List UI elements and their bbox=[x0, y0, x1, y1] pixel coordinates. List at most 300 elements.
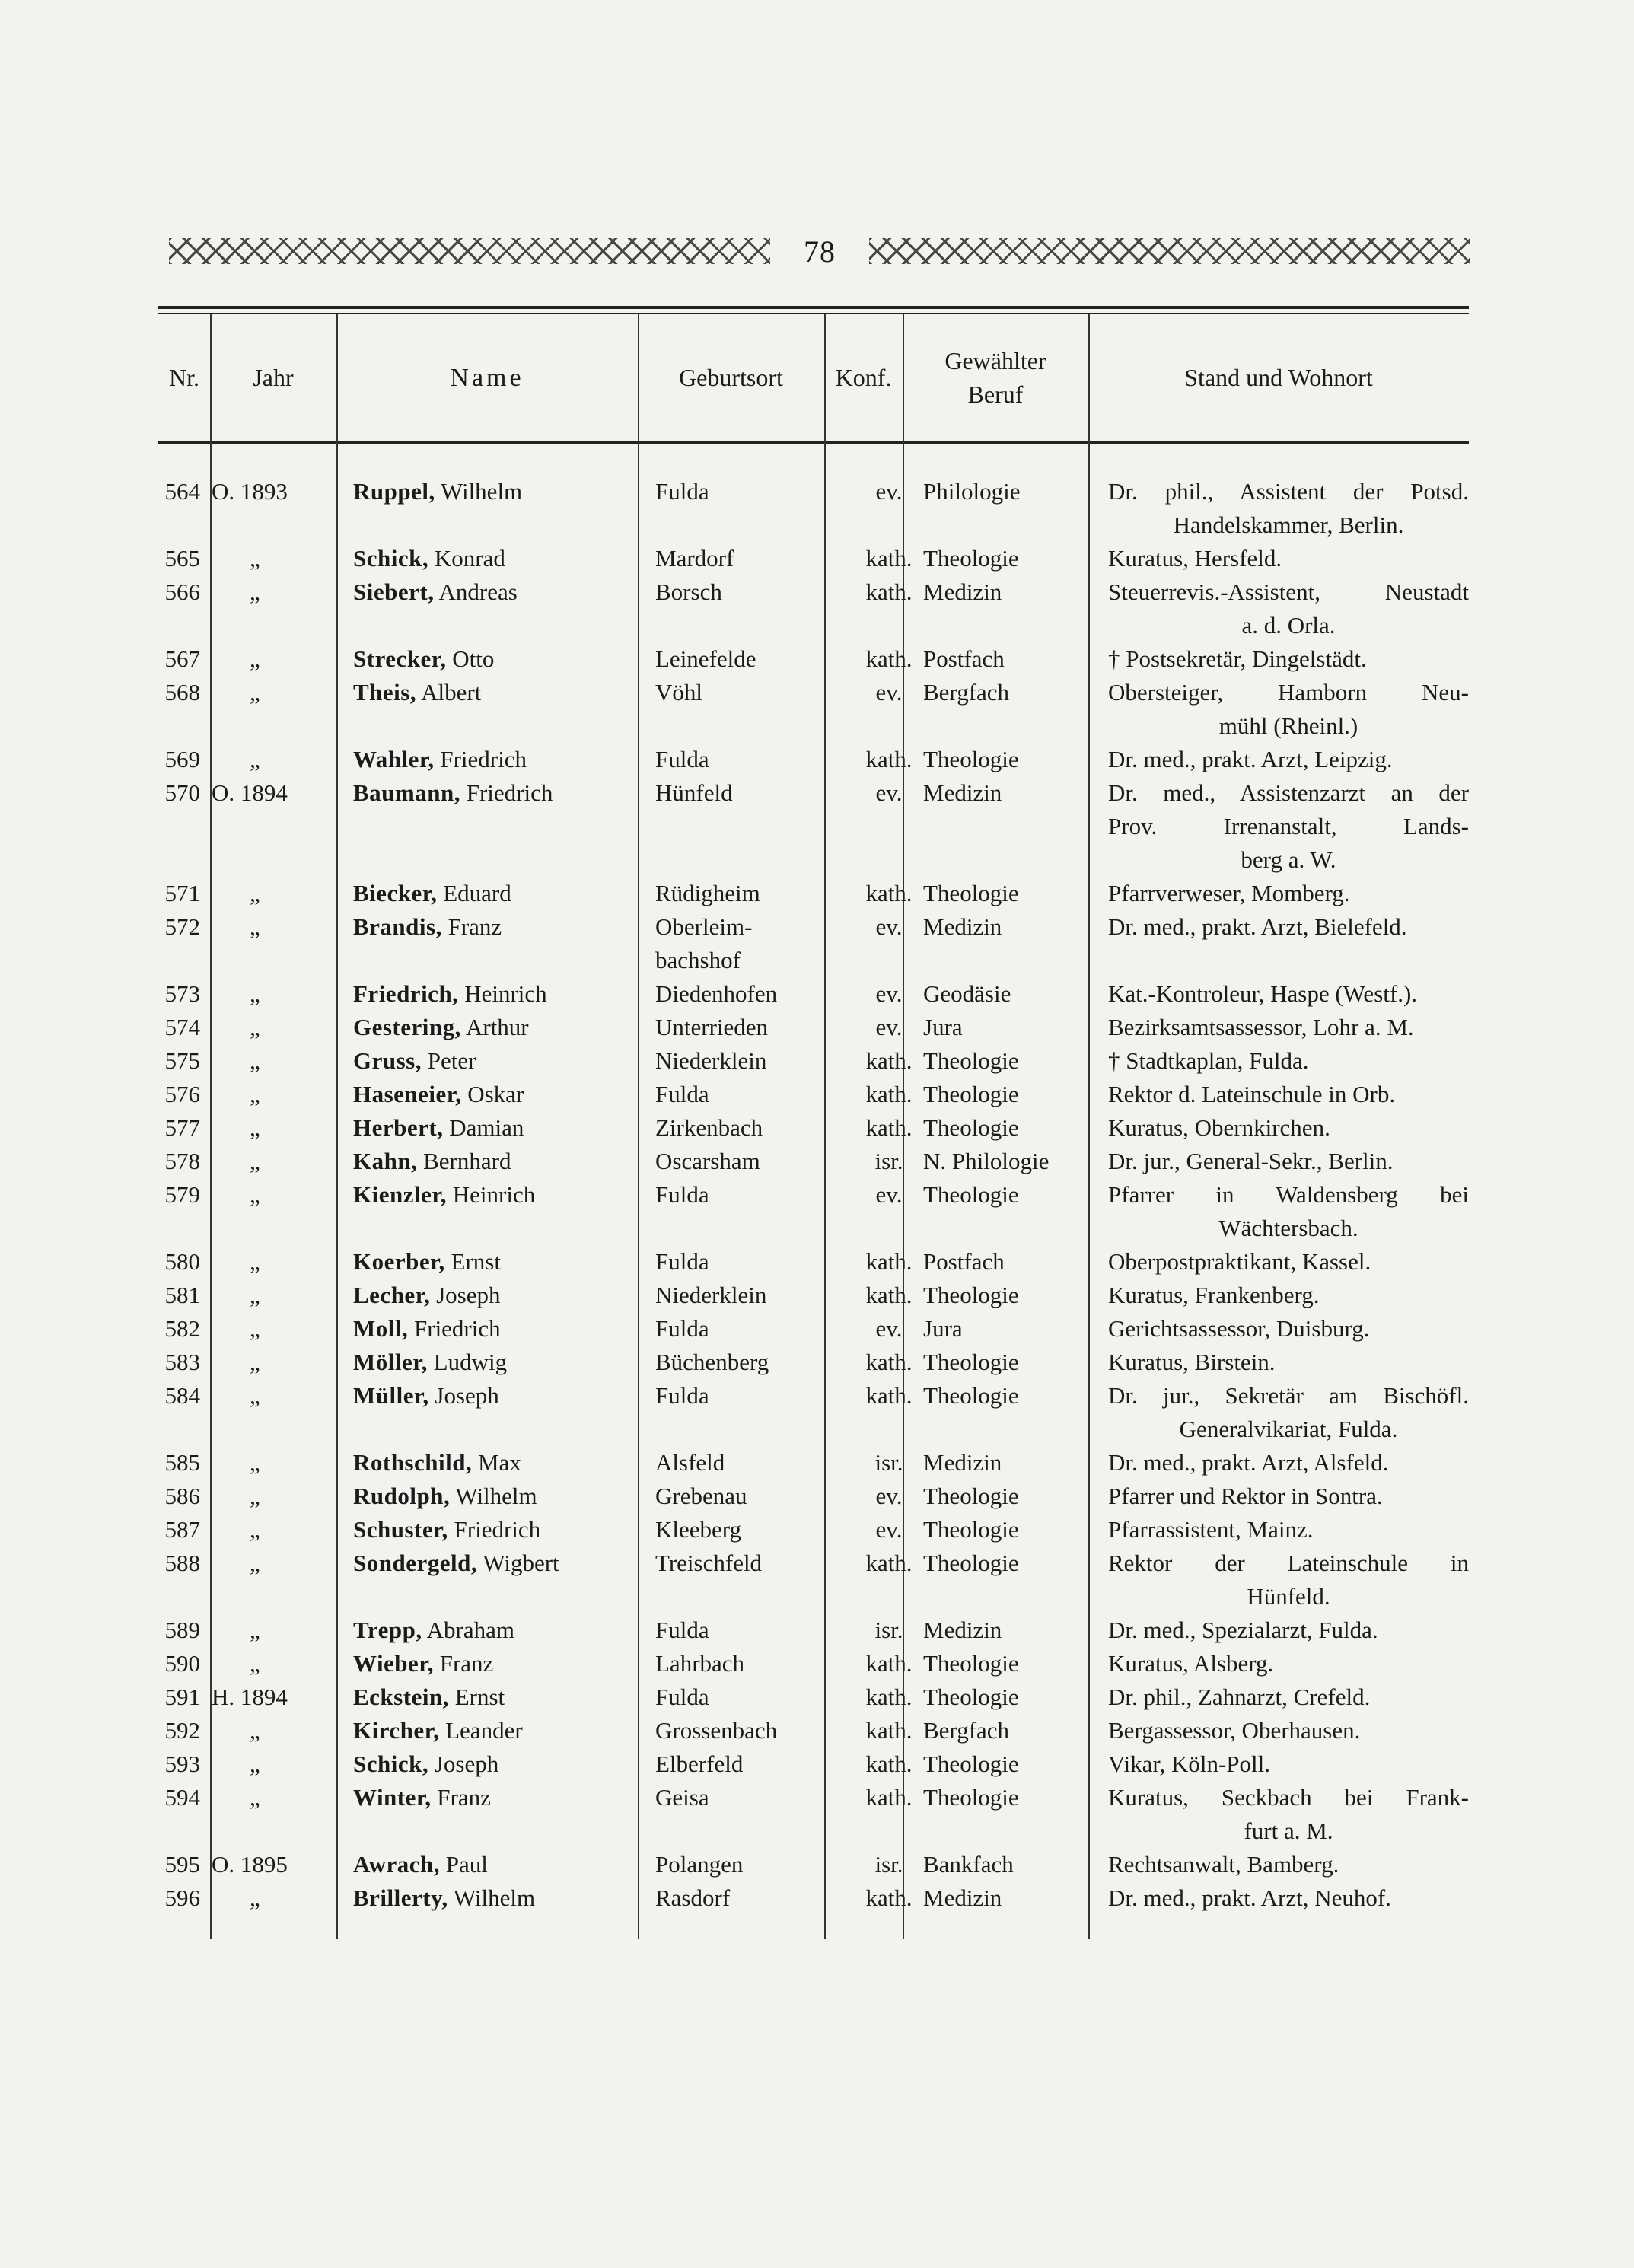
page-header bbox=[169, 228, 1470, 274]
row-surname: Moll, bbox=[353, 1315, 409, 1342]
row-jahr bbox=[212, 1848, 307, 1881]
row-jahr bbox=[212, 1279, 307, 1312]
row-jahr bbox=[212, 776, 307, 810]
col-konf-header: Konf. bbox=[835, 363, 892, 391]
table-row bbox=[158, 1480, 1469, 1513]
row-stand-line: Kuratus, Obernkirchen. bbox=[1108, 1114, 1330, 1141]
row-nr: 568 bbox=[164, 679, 200, 706]
row-stand bbox=[1108, 1346, 1469, 1379]
row-stand-line: Dr. phil., Zahnarzt, Crefeld. bbox=[1108, 1683, 1371, 1710]
table-row bbox=[158, 642, 1469, 676]
row-surname: Schuster, bbox=[353, 1516, 448, 1543]
row-jahr bbox=[212, 1178, 307, 1212]
row-stand-line: Pfarrverweser, Momberg. bbox=[1108, 880, 1350, 906]
row-stand-line: Kuratus, Alsberg. bbox=[1108, 1650, 1274, 1677]
table-row bbox=[158, 1547, 1469, 1613]
table-row bbox=[158, 776, 1469, 877]
header-bottom-rule bbox=[158, 441, 1469, 444]
row-given-name: Andreas bbox=[438, 578, 518, 605]
row-stand bbox=[1108, 642, 1469, 676]
row-stand bbox=[1108, 1881, 1469, 1915]
row-surname: Wieber, bbox=[353, 1650, 434, 1677]
row-beruf: Theologie bbox=[923, 1114, 1019, 1141]
row-surname: Winter, bbox=[353, 1784, 432, 1811]
row-geburtsort-line: Fulda bbox=[655, 746, 709, 772]
row-given-name: Joseph bbox=[436, 1282, 501, 1308]
row-nr: 567 bbox=[164, 645, 200, 672]
row-geburtsort-line: bachshof bbox=[655, 947, 741, 973]
row-surname: Schick, bbox=[353, 1750, 429, 1777]
row-stand bbox=[1108, 1747, 1469, 1781]
row-surname: Awrach, bbox=[353, 1851, 440, 1878]
table-row bbox=[158, 1446, 1469, 1480]
col-beruf-header-line2: Beruf bbox=[967, 380, 1024, 408]
row-konf: isr. bbox=[874, 1148, 903, 1174]
row-stand-line: Pfarrer und Rektor in Sontra. bbox=[1108, 1483, 1383, 1509]
row-konf: kath. bbox=[865, 1750, 913, 1777]
row-beruf: Postfach bbox=[923, 645, 1005, 672]
row-stand-line: Pfarrassistent, Mainz. bbox=[1108, 1516, 1314, 1543]
row-jahr bbox=[212, 475, 307, 508]
row-stand-line: Steuerrevis.-Assistent, Neustadt bbox=[1108, 578, 1469, 605]
row-given-name: Friedrich bbox=[454, 1516, 541, 1543]
row-stand bbox=[1108, 1647, 1469, 1680]
row-jahr-value: „ bbox=[250, 980, 260, 1007]
col-jahr-header: Jahr bbox=[253, 363, 294, 391]
row-nr: 586 bbox=[164, 1483, 200, 1509]
table-row bbox=[158, 1379, 1469, 1446]
row-beruf: Philologie bbox=[923, 478, 1021, 505]
row-konf: ev. bbox=[875, 1181, 903, 1208]
table-header bbox=[158, 314, 1469, 441]
row-jahr bbox=[212, 877, 307, 910]
row-jahr-value: „ bbox=[250, 1884, 260, 1911]
row-jahr-value: „ bbox=[250, 578, 260, 605]
row-given-name: Wigbert bbox=[483, 1550, 559, 1576]
row-jahr-value: „ bbox=[250, 913, 260, 940]
row-nr: 589 bbox=[164, 1617, 200, 1643]
row-jahr-value: „ bbox=[250, 1282, 260, 1308]
row-jahr-value: H. 1894 bbox=[212, 1683, 288, 1710]
row-konf: kath. bbox=[865, 1047, 913, 1074]
row-beruf: Theologie bbox=[923, 880, 1019, 906]
row-beruf: Theologie bbox=[923, 1047, 1019, 1074]
row-konf: ev. bbox=[875, 980, 903, 1007]
row-nr: 577 bbox=[164, 1114, 200, 1141]
row-given-name: Arthur bbox=[465, 1014, 529, 1040]
row-geburtsort-line: Mardorf bbox=[655, 545, 734, 572]
row-given-name: Eduard bbox=[443, 880, 511, 906]
row-jahr-value: „ bbox=[250, 880, 260, 906]
row-stand-line: mühl (Rheinl.) bbox=[1218, 712, 1358, 739]
row-geburtsort-line: Treischfeld bbox=[655, 1550, 763, 1576]
table-row bbox=[158, 1781, 1469, 1848]
row-jahr-value: „ bbox=[250, 1081, 260, 1107]
row-geburtsort-line: Grossenbach bbox=[655, 1717, 778, 1744]
row-stand bbox=[1108, 1714, 1469, 1747]
row-stand bbox=[1108, 1078, 1469, 1111]
col-name-header: Name bbox=[450, 363, 524, 392]
row-jahr-value: „ bbox=[250, 1449, 260, 1476]
col-beruf-header-line1: Gewählter bbox=[944, 347, 1046, 375]
row-surname: Kircher, bbox=[353, 1717, 440, 1744]
row-jahr bbox=[212, 977, 307, 1011]
table-row bbox=[158, 1312, 1469, 1346]
row-beruf: Theologie bbox=[923, 1181, 1019, 1208]
row-given-name: Heinrich bbox=[464, 980, 547, 1007]
row-geburtsort-line: Vöhl bbox=[655, 679, 702, 706]
row-stand bbox=[1108, 910, 1469, 944]
row-stand-line: † Postsekretär, Dingelstädt. bbox=[1108, 645, 1367, 672]
row-jahr bbox=[212, 1647, 307, 1680]
row-stand-line: Dr. med., Assistenzarzt an der bbox=[1108, 779, 1469, 806]
row-beruf: Theologie bbox=[923, 1784, 1019, 1811]
row-stand bbox=[1108, 1480, 1469, 1513]
table-row bbox=[158, 1279, 1469, 1312]
row-stand-line: Dr. med., prakt. Arzt, Bielefeld. bbox=[1108, 913, 1407, 940]
row-surname: Friedrich, bbox=[353, 980, 459, 1007]
row-given-name: Otto bbox=[452, 645, 495, 672]
row-geburtsort-line: Büchenberg bbox=[655, 1349, 769, 1375]
row-surname: Schick, bbox=[353, 545, 429, 572]
row-stand-line: Bergassessor, Oberhausen. bbox=[1108, 1717, 1361, 1744]
row-konf: kath. bbox=[865, 1683, 913, 1710]
table-row bbox=[158, 910, 1469, 977]
row-nr: 588 bbox=[164, 1550, 200, 1576]
row-geburtsort-line: Borsch bbox=[655, 578, 722, 605]
row-stand-line: Rektor der Lateinschule in bbox=[1108, 1550, 1469, 1576]
row-stand-line: Generalvikariat, Fulda. bbox=[1179, 1416, 1398, 1442]
row-given-name: Paul bbox=[445, 1851, 488, 1878]
row-stand bbox=[1108, 1781, 1469, 1848]
row-jahr bbox=[212, 1881, 307, 1915]
row-jahr-value: „ bbox=[250, 545, 260, 572]
row-jahr-value: O. 1894 bbox=[212, 779, 288, 806]
row-beruf: Theologie bbox=[923, 746, 1019, 772]
page-number: 78 bbox=[804, 234, 836, 269]
row-jahr bbox=[212, 1747, 307, 1781]
row-surname: Eckstein, bbox=[353, 1683, 449, 1710]
row-jahr bbox=[212, 1680, 307, 1714]
row-jahr-value: O. 1893 bbox=[212, 478, 288, 505]
row-given-name: Abraham bbox=[426, 1617, 514, 1643]
row-konf: ev. bbox=[875, 779, 903, 806]
row-given-name: Wilhelm bbox=[453, 1884, 536, 1911]
row-geburtsort-line: Niederklein bbox=[655, 1282, 767, 1308]
row-nr: 575 bbox=[164, 1047, 200, 1074]
row-stand-line: Dr. jur., General-Sekr., Berlin. bbox=[1108, 1148, 1394, 1174]
row-geburtsort-line: Kleeberg bbox=[655, 1516, 742, 1543]
table-body bbox=[158, 475, 1469, 1915]
row-jahr bbox=[212, 910, 307, 944]
row-stand bbox=[1108, 1680, 1469, 1714]
row-given-name: Ernst bbox=[451, 1248, 501, 1275]
row-stand-line: Gerichtsassessor, Duisburg. bbox=[1108, 1315, 1370, 1342]
row-surname: Kahn, bbox=[353, 1148, 418, 1174]
table-row bbox=[158, 542, 1469, 575]
row-konf: kath. bbox=[865, 1382, 913, 1409]
table-row bbox=[158, 1078, 1469, 1111]
row-given-name: Heinrich bbox=[452, 1181, 536, 1208]
row-given-name: Friedrich bbox=[440, 746, 527, 772]
row-given-name: Ludwig bbox=[433, 1349, 508, 1375]
row-geburtsort-line: Fulda bbox=[655, 1683, 709, 1710]
row-stand-line: Kuratus, Seckbach bei Frank- bbox=[1108, 1784, 1469, 1811]
row-nr: 584 bbox=[164, 1382, 200, 1409]
row-konf: isr. bbox=[874, 1449, 903, 1476]
row-surname: Rothschild, bbox=[353, 1449, 473, 1476]
row-geburtsort-line: Geisa bbox=[655, 1784, 709, 1811]
table-row bbox=[158, 1145, 1469, 1178]
row-surname: Lecher, bbox=[353, 1282, 431, 1308]
row-geburtsort-line: Unterrieden bbox=[655, 1014, 769, 1040]
table-row bbox=[158, 1647, 1469, 1680]
row-stand-line: Rechtsanwalt, Bamberg. bbox=[1108, 1851, 1339, 1878]
table-row bbox=[158, 1178, 1469, 1245]
row-geburtsort-line: Grebenau bbox=[655, 1483, 747, 1509]
row-stand bbox=[1108, 1011, 1469, 1044]
row-nr: 579 bbox=[164, 1181, 200, 1208]
row-stand bbox=[1108, 1513, 1469, 1547]
row-stand-line: Bezirksamtsassessor, Lohr a. M. bbox=[1108, 1014, 1414, 1040]
row-stand bbox=[1108, 542, 1469, 575]
row-surname: Rudolph, bbox=[353, 1483, 451, 1509]
row-beruf: Theologie bbox=[923, 1081, 1019, 1107]
table-row bbox=[158, 575, 1469, 642]
row-konf: isr. bbox=[874, 1617, 903, 1643]
row-geburtsort-line: Fulda bbox=[655, 1617, 709, 1643]
row-konf: kath. bbox=[865, 1114, 913, 1141]
row-beruf: Bergfach bbox=[923, 679, 1010, 706]
row-jahr bbox=[212, 1145, 307, 1178]
table-row bbox=[158, 1346, 1469, 1379]
row-geburtsort-line: Rasdorf bbox=[655, 1884, 731, 1911]
row-nr: 596 bbox=[164, 1884, 200, 1911]
row-jahr-value: „ bbox=[250, 1717, 260, 1744]
row-beruf: Medizin bbox=[923, 913, 1002, 940]
row-jahr bbox=[212, 1446, 307, 1480]
row-konf: ev. bbox=[875, 1014, 903, 1040]
table-row bbox=[158, 743, 1469, 776]
row-beruf: Medizin bbox=[923, 1449, 1002, 1476]
row-surname: Brandis, bbox=[353, 913, 442, 940]
row-beruf: Theologie bbox=[923, 1382, 1019, 1409]
row-stand bbox=[1108, 676, 1469, 743]
table-row bbox=[158, 1111, 1469, 1145]
row-given-name: Franz bbox=[437, 1784, 491, 1811]
row-jahr bbox=[212, 743, 307, 776]
row-stand bbox=[1108, 1245, 1469, 1279]
row-konf: kath. bbox=[865, 545, 913, 572]
row-beruf: Theologie bbox=[923, 1282, 1019, 1308]
row-surname: Sondergeld, bbox=[353, 1550, 478, 1576]
col-beruf-header bbox=[903, 314, 1088, 441]
row-nr: 587 bbox=[164, 1516, 200, 1543]
row-konf: kath. bbox=[865, 1081, 913, 1107]
row-konf: ev. bbox=[875, 1516, 903, 1543]
row-jahr bbox=[212, 1312, 307, 1346]
row-jahr bbox=[212, 1346, 307, 1379]
row-konf: ev. bbox=[875, 1483, 903, 1509]
row-konf: kath. bbox=[865, 1550, 913, 1576]
row-stand-line: berg a. W. bbox=[1241, 846, 1336, 873]
row-nr: 572 bbox=[164, 913, 200, 940]
row-geburtsort-line: Niederklein bbox=[655, 1047, 767, 1074]
table-row bbox=[158, 1044, 1469, 1078]
row-jahr-value: „ bbox=[250, 1516, 260, 1543]
row-konf: kath. bbox=[865, 1884, 913, 1911]
row-given-name: Franz bbox=[439, 1650, 494, 1677]
row-geburtsort-line: Elberfeld bbox=[655, 1750, 744, 1777]
col-geburtsort-header: Geburtsort bbox=[679, 363, 783, 391]
row-nr: 585 bbox=[164, 1449, 200, 1476]
row-beruf: Jura bbox=[923, 1315, 963, 1342]
row-konf: ev. bbox=[875, 679, 903, 706]
row-given-name: Max bbox=[477, 1449, 521, 1476]
row-nr: 591 bbox=[164, 1683, 200, 1710]
table-row bbox=[158, 1613, 1469, 1647]
row-given-name: Joseph bbox=[434, 1750, 499, 1777]
row-surname: Wahler, bbox=[353, 746, 435, 772]
row-geburtsort-line: Fulda bbox=[655, 1382, 709, 1409]
table-row bbox=[158, 1011, 1469, 1044]
row-jahr bbox=[212, 1111, 307, 1145]
row-konf: ev. bbox=[875, 1315, 903, 1342]
row-jahr-value: „ bbox=[250, 1315, 260, 1342]
row-surname: Strecker, bbox=[353, 645, 447, 672]
row-jahr-value: „ bbox=[250, 679, 260, 706]
row-geburtsort-line: Fulda bbox=[655, 1315, 709, 1342]
row-nr: 583 bbox=[164, 1349, 200, 1375]
row-stand-line: Pfarrer in Waldensberg bei bbox=[1108, 1181, 1469, 1208]
row-given-name: Oskar bbox=[467, 1081, 524, 1107]
row-jahr-value: „ bbox=[250, 1349, 260, 1375]
row-jahr-value: „ bbox=[250, 1784, 260, 1811]
row-konf: kath. bbox=[865, 578, 913, 605]
row-stand bbox=[1108, 575, 1469, 642]
table-row bbox=[158, 1848, 1469, 1881]
ornament-left bbox=[169, 238, 770, 264]
col-stand-header: Stand und Wohnort bbox=[1184, 363, 1373, 391]
row-stand bbox=[1108, 1379, 1469, 1446]
row-stand bbox=[1108, 1547, 1469, 1613]
row-stand-line: Dr. med., Spezialarzt, Fulda. bbox=[1108, 1617, 1378, 1643]
row-konf: kath. bbox=[865, 1784, 913, 1811]
row-jahr-value: „ bbox=[250, 1181, 260, 1208]
row-jahr-value: „ bbox=[250, 1382, 260, 1409]
row-stand bbox=[1108, 977, 1469, 1011]
row-surname: Herbert, bbox=[353, 1114, 444, 1141]
row-surname: Gestering, bbox=[353, 1014, 461, 1040]
row-beruf: Theologie bbox=[923, 1550, 1019, 1576]
table-row bbox=[158, 475, 1469, 542]
row-stand-line: Kuratus, Birstein. bbox=[1108, 1349, 1276, 1375]
row-given-name: Albert bbox=[421, 679, 482, 706]
row-stand bbox=[1108, 1044, 1469, 1078]
row-jahr bbox=[212, 676, 307, 709]
row-jahr-value: „ bbox=[250, 746, 260, 772]
row-beruf: Geodäsie bbox=[923, 980, 1011, 1007]
row-geburtsort-line: Diedenhofen bbox=[655, 980, 778, 1007]
row-jahr bbox=[212, 1714, 307, 1747]
row-stand bbox=[1108, 743, 1469, 776]
row-nr: 590 bbox=[164, 1650, 200, 1677]
row-jahr-value: „ bbox=[250, 645, 260, 672]
row-given-name: Damian bbox=[449, 1114, 524, 1141]
row-geburtsort-line: Leinefelde bbox=[655, 645, 756, 672]
row-nr: 592 bbox=[164, 1717, 200, 1744]
row-nr: 581 bbox=[164, 1282, 200, 1308]
row-geburtsort-line: Oscarsham bbox=[655, 1148, 760, 1174]
row-geburtsort-line: Fulda bbox=[655, 1181, 709, 1208]
row-stand-line: Rektor d. Lateinschule in Orb. bbox=[1108, 1081, 1396, 1107]
row-stand-line: Prov. Irrenanstalt, Lands- bbox=[1108, 813, 1469, 839]
row-stand bbox=[1108, 1312, 1469, 1346]
row-beruf: Medizin bbox=[923, 1617, 1002, 1643]
row-jahr bbox=[212, 1513, 307, 1547]
row-jahr bbox=[212, 1613, 307, 1647]
row-stand bbox=[1108, 1145, 1469, 1178]
table-row bbox=[158, 1245, 1469, 1279]
row-nr: 573 bbox=[164, 980, 200, 1007]
row-jahr-value: „ bbox=[250, 1617, 260, 1643]
row-nr: 565 bbox=[164, 545, 200, 572]
row-surname: Biecker, bbox=[353, 880, 438, 906]
row-konf: kath. bbox=[865, 880, 913, 906]
row-konf: kath. bbox=[865, 746, 913, 772]
row-stand-line: Obersteiger, Hamborn Neu- bbox=[1108, 679, 1469, 706]
row-konf: kath. bbox=[865, 645, 913, 672]
row-geburtsort-line: Oberleim- bbox=[655, 913, 753, 940]
row-jahr-value: „ bbox=[250, 1483, 260, 1509]
row-jahr bbox=[212, 1547, 307, 1580]
row-jahr bbox=[212, 1044, 307, 1078]
row-jahr bbox=[212, 1245, 307, 1279]
row-jahr-value: „ bbox=[250, 1148, 260, 1174]
table-row bbox=[158, 1680, 1469, 1714]
row-stand-line: Dr. jur., Sekretär am Bischöfl. bbox=[1108, 1382, 1469, 1409]
row-beruf: Theologie bbox=[923, 1483, 1019, 1509]
row-beruf: Theologie bbox=[923, 1750, 1019, 1777]
row-nr: 569 bbox=[164, 746, 200, 772]
table-row bbox=[158, 676, 1469, 743]
row-geburtsort-line: Zirkenbach bbox=[655, 1114, 763, 1141]
row-stand-line: Hünfeld. bbox=[1247, 1583, 1330, 1610]
row-jahr-value: „ bbox=[250, 1750, 260, 1777]
row-jahr bbox=[212, 1379, 307, 1413]
row-stand bbox=[1108, 776, 1469, 877]
row-konf: kath. bbox=[865, 1650, 913, 1677]
row-stand bbox=[1108, 1446, 1469, 1480]
row-beruf: Medizin bbox=[923, 578, 1002, 605]
row-stand-line: Vikar, Köln-Poll. bbox=[1108, 1750, 1271, 1777]
row-stand-line: furt a. M. bbox=[1244, 1817, 1333, 1844]
top-double-rule bbox=[158, 306, 1469, 309]
row-stand-line: Handelskammer, Berlin. bbox=[1173, 511, 1404, 538]
row-given-name: Peter bbox=[427, 1047, 476, 1074]
row-jahr-value: „ bbox=[250, 1550, 260, 1576]
row-given-name: Franz bbox=[448, 913, 502, 940]
row-given-name: Leander bbox=[445, 1717, 523, 1744]
row-nr: 564 bbox=[164, 478, 200, 505]
row-nr: 593 bbox=[164, 1750, 200, 1777]
row-beruf: Theologie bbox=[923, 545, 1019, 572]
row-stand bbox=[1108, 1178, 1469, 1245]
row-jahr bbox=[212, 1078, 307, 1111]
row-given-name: Friedrich bbox=[414, 1315, 501, 1342]
table-row bbox=[158, 1513, 1469, 1547]
row-nr: 576 bbox=[164, 1081, 200, 1107]
